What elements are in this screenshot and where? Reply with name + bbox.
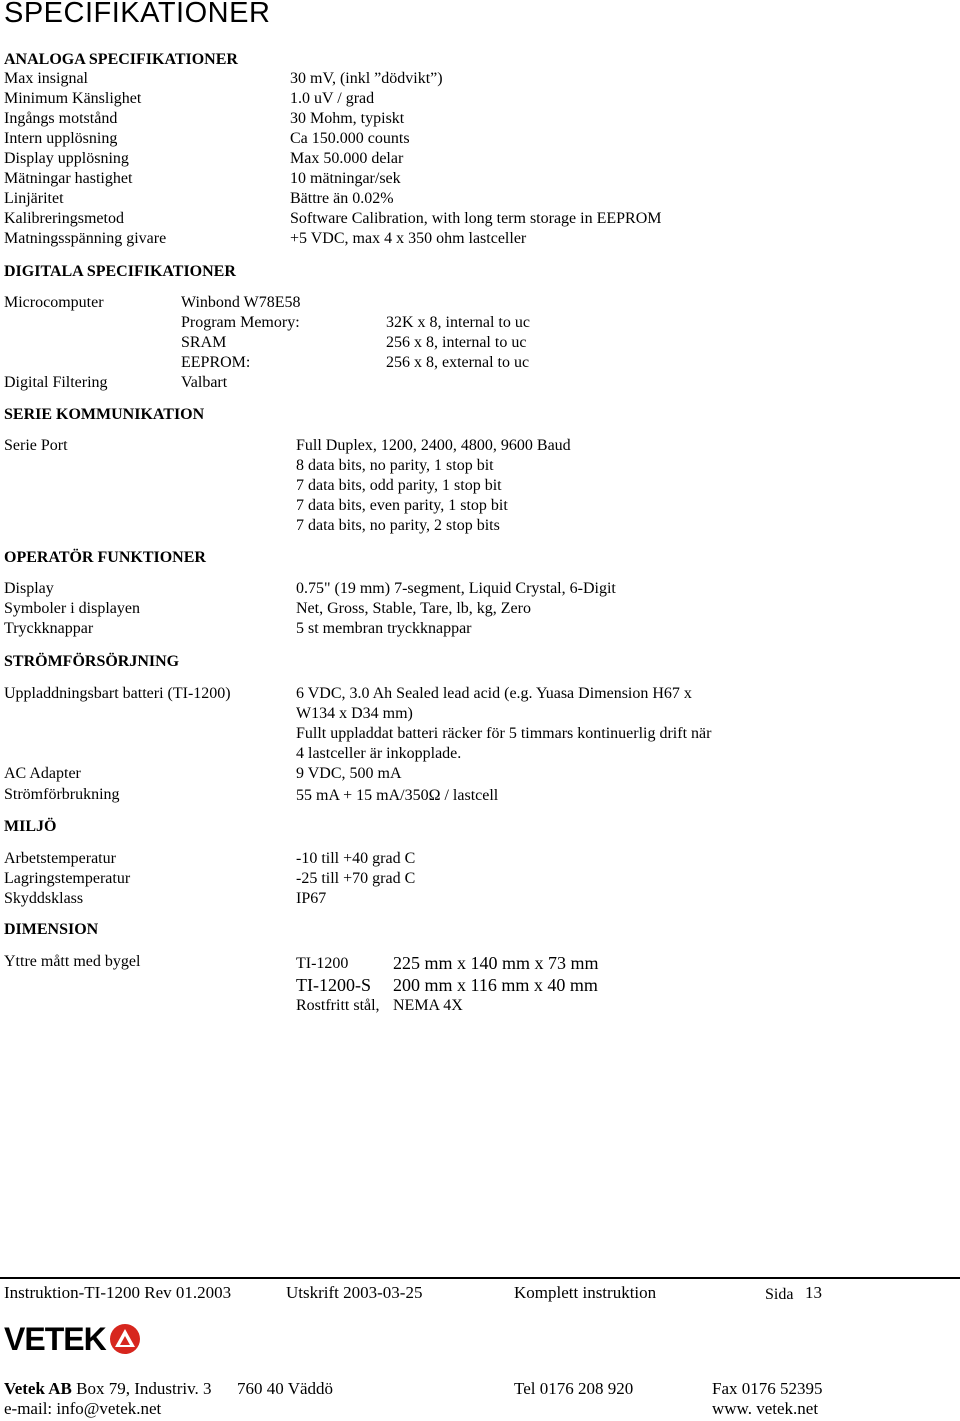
footer-page-label: Sida (765, 1286, 794, 1303)
dimension-model: Rostfritt stål, (296, 997, 380, 1014)
serial-line: 8 data bits, no parity, 1 stop bit (296, 457, 494, 474)
dimension-model: TI-1200-S (296, 975, 371, 995)
memory-label: EEPROM: (181, 354, 251, 371)
environment-value: -25 till +70 grad C (296, 870, 416, 887)
battery-line: W134 x D34 mm) (296, 705, 413, 722)
operator-heading: OPERATÖR FUNKTIONER (4, 549, 206, 566)
analog-spec-label: Ingångs motstånd (4, 110, 118, 127)
memory-value: 256 x 8, internal to uc (386, 334, 527, 351)
dimension-value: 200 mm x 116 mm x 40 mm (393, 975, 598, 995)
digital-heading: DIGITALA SPECIFIKATIONER (4, 263, 236, 280)
vetek-logo-mark-icon (108, 1322, 142, 1356)
footer-page-number: 13 (805, 1283, 822, 1302)
footer-web[interactable]: www. vetek.net (712, 1399, 819, 1418)
operator-value: 0.75" (19 mm) 7-segment, Liquid Crystal, 6-Digit (296, 580, 616, 597)
serial-line: Full Duplex, 1200, 2400, 4800, 9600 Baud (296, 437, 571, 454)
battery-line: 6 VDC, 3.0 Ah Sealed lead acid (e.g. Yuasa Dimension H67 x (296, 685, 692, 702)
environment-label: Arbetstemperatur (4, 850, 116, 867)
footer-email[interactable]: e-mail: info@vetek.net (4, 1399, 162, 1418)
filtering-value: Valbart (181, 374, 228, 391)
battery-line: 4 lastceller är inkopplade. (296, 745, 462, 762)
operator-value: 5 st membran tryckknappar (296, 620, 472, 637)
memory-label: Program Memory: (181, 314, 300, 331)
dimension-value: NEMA 4X (393, 997, 463, 1014)
footer-type: Komplett instruktion (514, 1283, 657, 1302)
vetek-logo (4, 1322, 142, 1356)
analog-spec-label: Mätningar hastighet (4, 170, 133, 187)
dimension-model: TI-1200 (296, 955, 349, 972)
footer-rule (0, 1277, 960, 1279)
environment-label: Skyddsklass (4, 890, 84, 907)
operator-value: Net, Gross, Stable, Tare, lb, kg, Zero (296, 600, 531, 617)
environment-value: -10 till +40 grad C (296, 850, 416, 867)
footer-fax: Fax 0176 52395 (712, 1379, 823, 1398)
logo-text: VETEK (4, 1321, 106, 1357)
analog-spec-value: 30 Mohm, typiskt (290, 110, 405, 127)
analog-spec-value: Software Calibration, with long term storage in EEPROM (290, 210, 662, 227)
analog-spec-value: Bättre än 0.02% (290, 190, 394, 207)
analog-spec-label: Matningsspänning givare (4, 230, 167, 247)
page-title: SPECIFIKATIONER (4, 0, 271, 29)
dimension-label: Yttre mått med bygel (4, 953, 141, 970)
analog-spec-label: Minimum Känslighet (4, 90, 142, 107)
footer-tel: Tel 0176 208 920 (514, 1379, 634, 1398)
operator-label: Display (4, 580, 54, 597)
company-name: Vetek AB (4, 1379, 72, 1398)
serial-line: 7 data bits, no parity, 2 stop bits (296, 517, 500, 534)
power-heading: STRÖMFÖRSÖRJNING (4, 653, 180, 670)
battery-line: Fullt uppladdat batteri räcker för 5 timmars kontinuerlig drift när (296, 725, 712, 742)
memory-value: 32K x 8, internal to uc (386, 314, 530, 331)
analog-spec-value: 10 mätningar/sek (290, 170, 401, 187)
footer-company (4, 1378, 211, 1400)
serial-line: 7 data bits, odd parity, 1 stop bit (296, 477, 502, 494)
filtering-label: Digital Filtering (4, 374, 108, 391)
analog-spec-label: Display upplösning (4, 150, 129, 167)
dimension-heading: DIMENSION (4, 921, 99, 938)
microcomputer-label: Microcomputer (4, 294, 104, 311)
memory-value: 256 x 8, external to uc (386, 354, 530, 371)
dimension-value: 225 mm x 140 mm x 73 mm (393, 953, 599, 973)
battery-label: Uppladdningsbart batteri (TI-1200) (4, 685, 231, 702)
operator-label: Symboler i displayen (4, 600, 140, 617)
analog-spec-value: 30 mV, (inkl ”dödvikt”) (290, 70, 443, 87)
analog-spec-label: Linjäritet (4, 190, 64, 207)
analog-spec-label: Max insignal (4, 70, 88, 87)
memory-label: SRAM (181, 334, 227, 351)
serial-port-label: Serie Port (4, 437, 68, 454)
analog-spec-value: Ca 150.000 counts (290, 130, 410, 147)
analog-spec-value: 1.0 uV / grad (290, 90, 375, 107)
operator-label: Tryckknappar (4, 620, 94, 637)
company-address: Box 79, Industriv. 3 (76, 1379, 212, 1398)
microcomputer-value: Winbond W78E58 (181, 294, 301, 311)
footer-printed: Utskrift 2003-03-25 (286, 1283, 423, 1302)
footer-city: 760 40 Väddö (237, 1379, 334, 1398)
analog-heading: ANALOGA SPECIFIKATIONER (4, 51, 238, 68)
serial-heading: SERIE KOMMUNIKATION (4, 406, 205, 423)
analog-spec-value: Max 50.000 delar (290, 150, 404, 167)
analog-spec-label: Kalibreringsmetod (4, 210, 124, 227)
environment-label: Lagringstemperatur (4, 870, 131, 887)
analog-spec-value: +5 VDC, max 4 x 350 ohm lastceller (290, 230, 527, 247)
environment-heading: MILJÖ (4, 818, 57, 835)
footer-doc: Instruktion-TI-1200 Rev 01.2003 (4, 1283, 232, 1302)
analog-spec-label: Intern upplösning (4, 130, 118, 147)
consumption-label: Strömförbrukning (4, 786, 120, 803)
consumption-value: 55 mA + 15 mA/350Ω / lastcell (296, 787, 499, 804)
serial-line: 7 data bits, even parity, 1 stop bit (296, 497, 508, 514)
environment-value: IP67 (296, 890, 327, 907)
adapter-label: AC Adapter (4, 765, 81, 782)
adapter-value: 9 VDC, 500 mA (296, 765, 402, 782)
